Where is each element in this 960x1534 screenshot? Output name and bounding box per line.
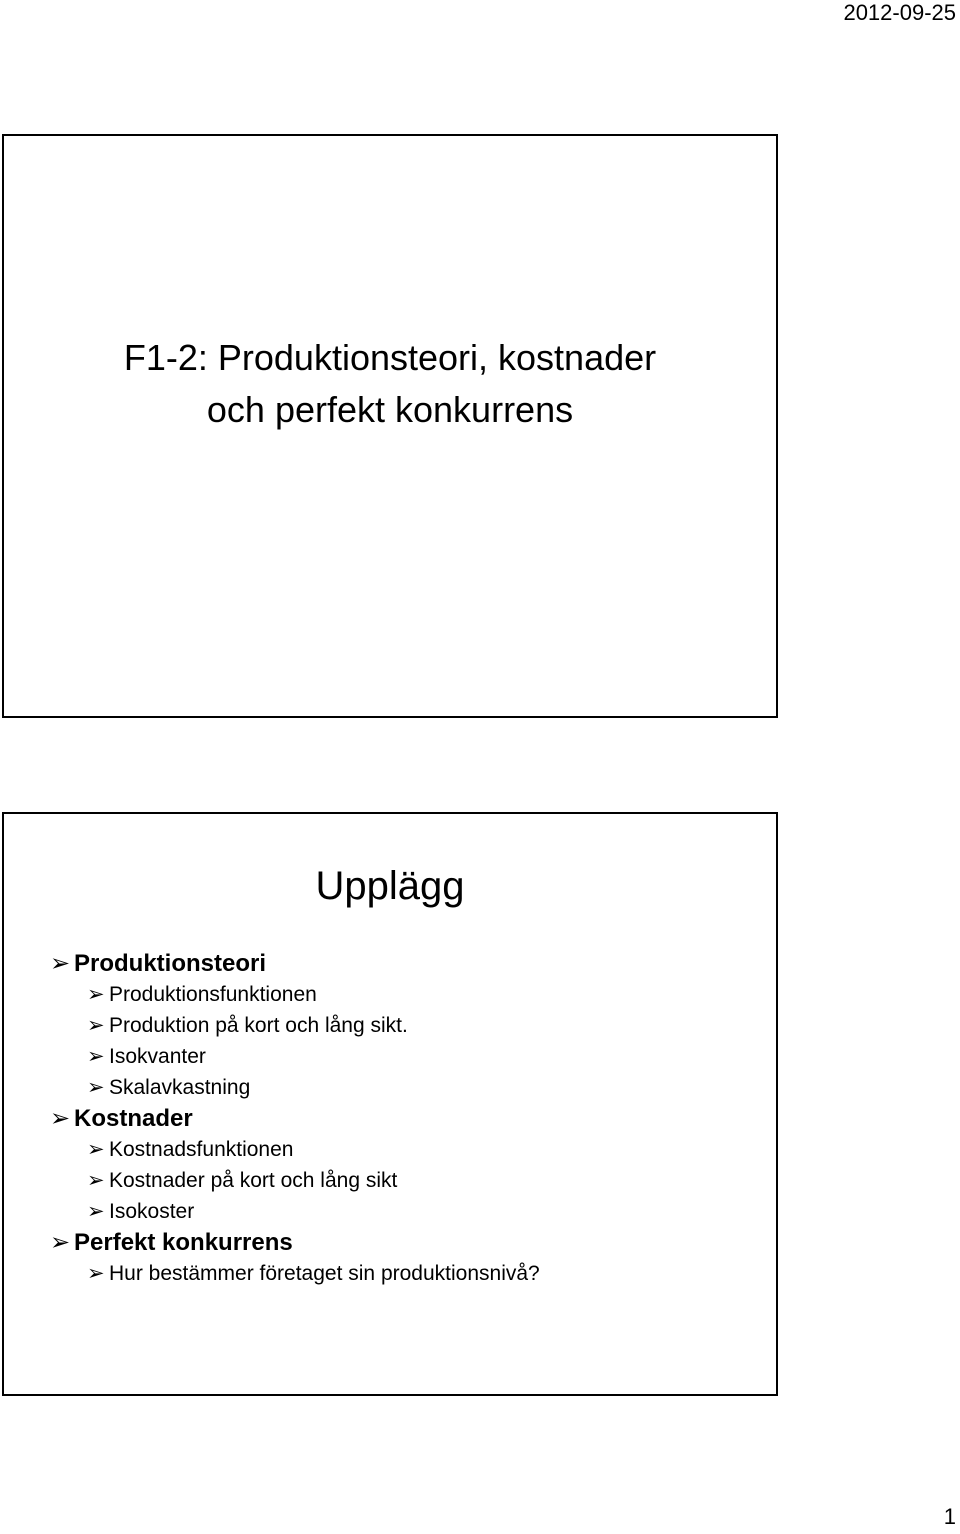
agenda-section — [50, 948, 540, 979]
agenda-item-label: Hur bestämmer företaget sin produktionsnivå? — [109, 1262, 540, 1285]
arrowhead-bullet-icon: ➢ — [87, 1014, 105, 1037]
arrowhead-bullet-icon: ➢ — [50, 1105, 71, 1132]
agenda-item — [50, 1165, 540, 1196]
agenda-item — [50, 1196, 540, 1227]
arrowhead-bullet-icon: ➢ — [87, 1200, 105, 1223]
slide-title — [4, 332, 776, 436]
agenda-item-label: Isokoster — [109, 1200, 195, 1223]
agenda-section-label: Kostnader — [74, 1105, 193, 1132]
agenda-item — [50, 1072, 540, 1103]
agenda-section — [50, 1103, 540, 1134]
agenda-item-label: Produktionsfunktionen — [109, 983, 317, 1006]
agenda-item — [50, 1134, 540, 1165]
agenda-item-label: Produktion på kort och lång sikt. — [109, 1014, 408, 1037]
agenda-section-label: Perfekt konkurrens — [74, 1229, 293, 1256]
arrowhead-bullet-icon: ➢ — [87, 1169, 105, 1192]
arrowhead-bullet-icon: ➢ — [87, 1138, 105, 1161]
agenda-slide — [2, 812, 778, 1396]
agenda-item-label: Isokvanter — [109, 1045, 206, 1068]
agenda-section-label: Produktionsteori — [74, 950, 267, 977]
agenda-heading: Upplägg — [315, 864, 465, 908]
slide-title-line: F1-2: Produktionsteori, kostnader — [123, 337, 657, 378]
page-date: 2012-09-25 — [843, 0, 956, 25]
agenda-item — [50, 979, 540, 1010]
agenda-item — [50, 1010, 540, 1041]
arrowhead-bullet-icon: ➢ — [50, 1229, 71, 1256]
slide-title-line: och perfekt konkurrens — [206, 389, 574, 430]
agenda-item — [50, 1041, 540, 1072]
arrowhead-bullet-icon: ➢ — [87, 1262, 105, 1285]
agenda-item-label: Skalavkastning — [109, 1076, 251, 1099]
arrowhead-bullet-icon: ➢ — [87, 983, 105, 1006]
page-number: 1 — [943, 1504, 956, 1529]
agenda-section — [50, 1227, 540, 1258]
arrowhead-bullet-icon: ➢ — [50, 950, 71, 977]
agenda-item-label: Kostnadsfunktionen — [109, 1138, 294, 1161]
agenda-item — [50, 1258, 540, 1289]
agenda-item-label: Kostnader på kort och lång sikt — [109, 1169, 398, 1192]
title-slide — [2, 134, 778, 718]
arrowhead-bullet-icon: ➢ — [87, 1076, 105, 1099]
arrowhead-bullet-icon: ➢ — [87, 1045, 105, 1068]
agenda-list — [50, 948, 540, 1289]
